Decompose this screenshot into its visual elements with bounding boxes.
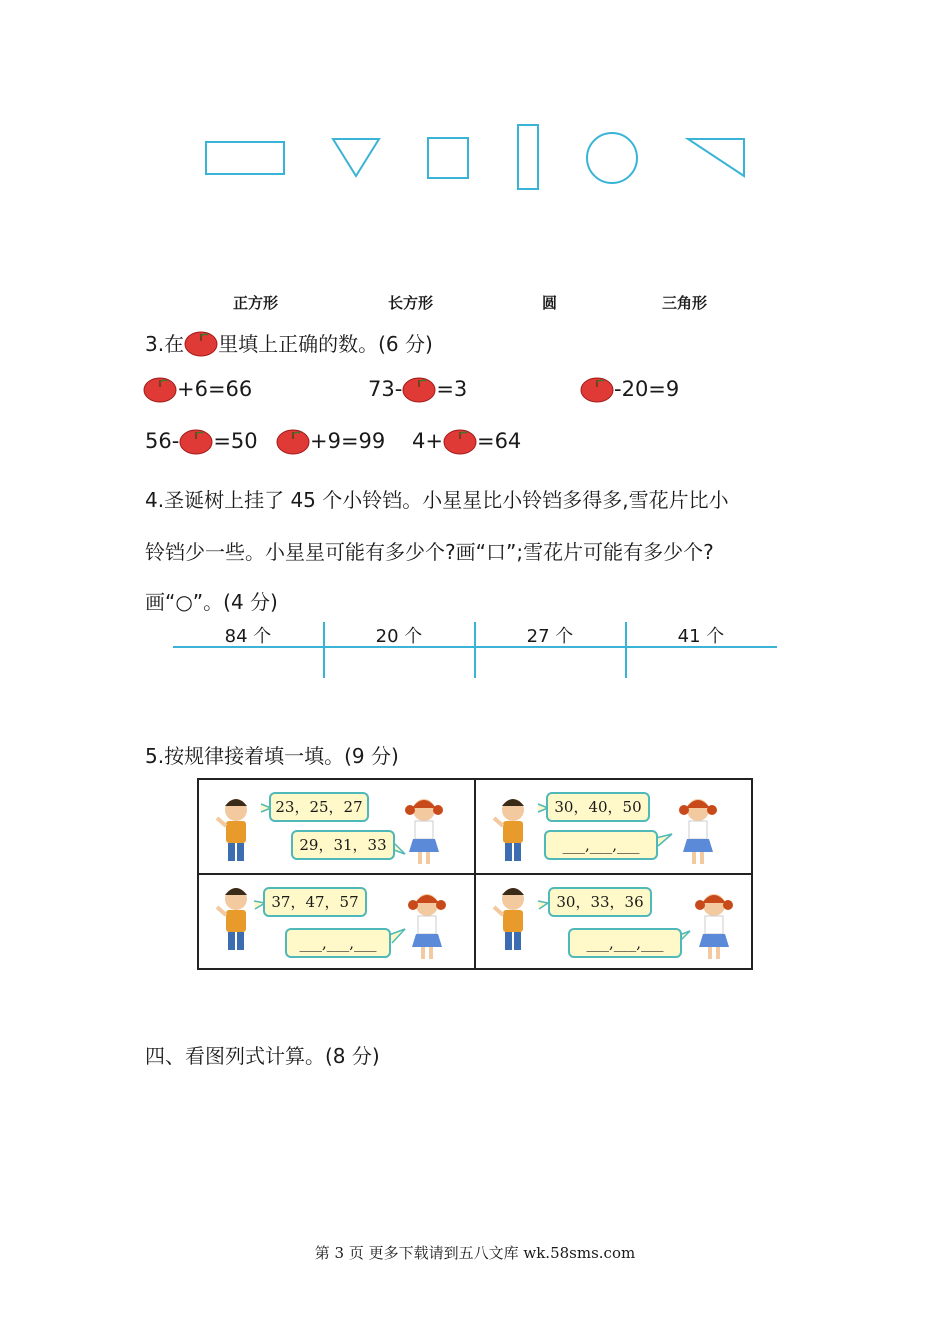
girl-figure [405, 799, 443, 864]
expr-before: 73- [368, 377, 403, 401]
apple-icon [276, 427, 310, 455]
girl-answer-blanks[interactable]: ___,___,___ [544, 830, 658, 860]
expr-after: +9=99 [310, 429, 386, 453]
square-shape [428, 138, 468, 178]
q4-options-table [173, 620, 777, 680]
boy-figure [494, 799, 524, 861]
boy-speech-bubble: 37，47，57 [263, 887, 367, 917]
page-footer: 第 3 页 更多下载请到五八文库 wk.58sms.com [314, 1244, 636, 1262]
girl-answer-blanks[interactable]: ___,___,___ [285, 928, 391, 958]
circle-shape [587, 133, 637, 183]
girl-figure [408, 894, 446, 959]
q4-line-3: 画“○”。(4 分) [145, 590, 278, 614]
shape-label-triangle: 三角形 [662, 294, 708, 312]
apple-icon [184, 329, 218, 357]
q4-option-27: 27 个 [526, 626, 574, 647]
q5-title: 5.按规律接着填一填。(9 分) [145, 744, 399, 768]
triangle-down-shape [333, 139, 379, 176]
shapes-svg [0, 0, 950, 200]
q4-option-20: 20 个 [375, 626, 423, 647]
expr-after: +6=66 [177, 377, 253, 401]
girl-figure [695, 894, 733, 959]
q4-option-84: 84 个 [224, 626, 272, 647]
expr-after: -20=9 [614, 377, 680, 401]
q3-expression-5 [276, 427, 385, 455]
tall-rectangle-shape [518, 125, 538, 189]
right-triangle-shape [688, 139, 744, 176]
q5-pattern-grid [197, 778, 753, 970]
apple-icon [179, 427, 213, 455]
expr-after: =50 [213, 429, 258, 453]
section-4-heading: 四、看图列式计算。(8 分) [145, 1044, 380, 1068]
expr-after: =64 [476, 429, 522, 453]
shape-label-rectangle: 长方形 [388, 294, 434, 312]
expr-after: =3 [436, 377, 468, 401]
boy-speech-bubble: 30，33，36 [548, 887, 652, 917]
shape-label-square: 正方形 [233, 294, 279, 312]
q3-expression-3 [580, 375, 679, 403]
pattern-panel-4 [476, 875, 753, 970]
pattern-panel-3 [199, 875, 476, 970]
boy-figure [217, 799, 247, 861]
q3-expression-4 [145, 427, 258, 455]
q3-expression-6 [412, 427, 521, 455]
q4-option-41: 41 个 [677, 626, 725, 647]
boy-speech-bubble: 23，25，27 [269, 792, 369, 822]
boy-speech-bubble: 30，40，50 [546, 792, 650, 822]
q3-expression-2 [368, 375, 467, 403]
shape-label-circle: 圆 [542, 294, 558, 312]
expr-before: 4+ [412, 429, 443, 453]
q3-title-end: 里填上正确的数。(6 分) [218, 332, 433, 356]
pattern-panel-1 [199, 780, 476, 875]
apple-icon [402, 375, 436, 403]
pattern-panel-2 [476, 780, 753, 875]
apple-icon [580, 375, 614, 403]
rectangle-shape [206, 142, 284, 174]
girl-answer-blanks[interactable]: ___,___,___ [568, 928, 682, 958]
boy-figure [217, 888, 247, 950]
girl-speech-bubble: 29，31，33 [291, 830, 395, 860]
q4-line-2: 铃铛少一些。小星星可能有多少个?画“口”;雪花片可能有多少个? [145, 540, 714, 564]
q4-line-1: 4.圣诞树上挂了 45 个小铃铛。小星星比小铃铛多得多,雪花片比小 [145, 488, 729, 512]
q3-title-start: 3.在 [145, 332, 185, 356]
expr-before: 56- [145, 429, 180, 453]
q3-expression-1 [143, 375, 252, 403]
apple-icon [143, 375, 177, 403]
boy-figure [494, 888, 524, 950]
q3-title [145, 328, 433, 357]
apple-icon [443, 427, 477, 455]
girl-figure [679, 799, 717, 864]
